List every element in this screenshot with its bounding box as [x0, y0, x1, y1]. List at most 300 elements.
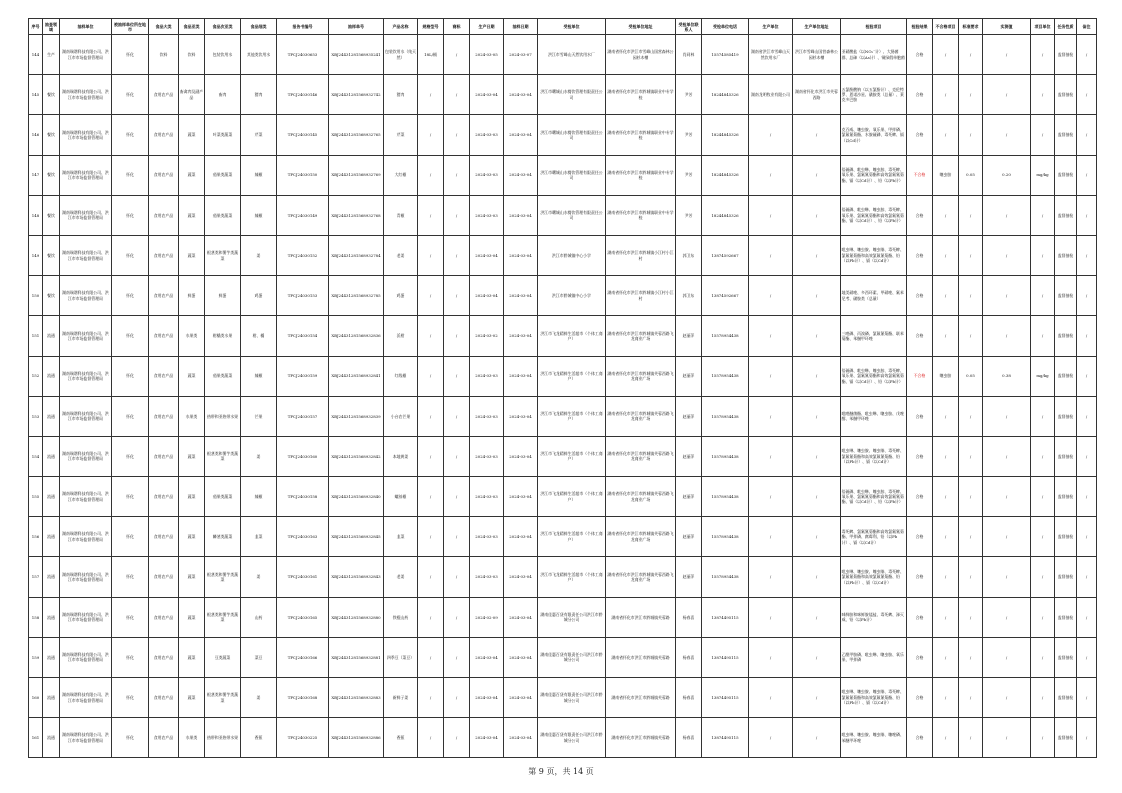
table-cell: / — [959, 678, 983, 718]
table-cell: 合格 — [907, 718, 933, 758]
table-row — [29, 316, 1097, 356]
table-cell: 食用农产品 — [149, 316, 179, 356]
table-cell: / — [418, 75, 444, 115]
table-cell: 茄果类蔬菜 — [205, 195, 241, 235]
table-cell: TPCJ24030154 — [277, 316, 329, 356]
table-cell: 姜 — [241, 235, 277, 275]
table-cell: 洪江市飞龙精鲜生活超市（个体工商户） — [538, 477, 606, 517]
table-cell: / — [983, 35, 1031, 75]
column-header: 检验项目 — [841, 19, 907, 35]
table-cell: 0.05 — [959, 155, 983, 195]
table-cell: / — [1077, 75, 1097, 115]
table-cell: / — [1077, 718, 1097, 758]
table-cell: / — [444, 235, 470, 275]
table-cell: 湖南省怀化市洪江市黔城镇芙蓉西路飞龙商业广场 — [606, 356, 676, 396]
table-cell: 流通 — [43, 678, 60, 718]
table-cell: 2024-03-04 — [504, 436, 538, 476]
table-cell: / — [1077, 477, 1097, 517]
table-cell: 食用农产品 — [149, 557, 179, 597]
table-cell: 水果类 — [179, 396, 205, 436]
table-cell: 怀化 — [112, 678, 149, 718]
table-cell: 监督抽检 — [1055, 557, 1077, 597]
table-cell: 流通 — [43, 718, 60, 758]
table-cell: / — [1077, 35, 1097, 75]
table-cell: 湖南瑞谱科技有限公司、洪江市市场监督管理局 — [60, 718, 112, 758]
table-row — [29, 235, 1097, 275]
table-cell: / — [749, 597, 793, 637]
column-header: 检验结果 — [907, 19, 933, 35]
table-cell: 152 — [29, 356, 43, 396]
table-row — [29, 356, 1097, 396]
table-cell: 合格 — [907, 276, 933, 316]
table-cell: 监督抽检 — [1055, 316, 1077, 356]
table-cell: / — [749, 678, 793, 718]
table-cell: 监督抽检 — [1055, 477, 1077, 517]
table-row — [29, 477, 1097, 517]
table-cell: / — [959, 436, 983, 476]
table-cell: 2024-03-04 — [504, 477, 538, 517]
table-cell: 湖南省怀化市洪江市黔城镇职业中专学校 — [606, 75, 676, 115]
table-cell: / — [933, 718, 959, 758]
table-cell: 2024-03-04 — [504, 195, 538, 235]
table-cell: / — [418, 396, 444, 436]
table-cell: 铁棍山药 — [384, 597, 418, 637]
table-cell: TPCJ24030159 — [277, 356, 329, 396]
table-cell: / — [983, 477, 1031, 517]
table-row — [29, 155, 1097, 195]
table-cell: 湖南省洪江市雪峰山天然饮用水厂 — [749, 35, 793, 75]
table-cell: mg/kg — [1031, 155, 1055, 195]
table-cell: / — [1077, 356, 1097, 396]
table-cell: / — [749, 235, 793, 275]
table-cell: 食用农产品 — [149, 235, 179, 275]
table-cell: / — [793, 718, 841, 758]
column-header: 抽查领域 — [43, 19, 60, 35]
table-cell: / — [933, 678, 959, 718]
table-cell: / — [933, 316, 959, 356]
table-cell: / — [793, 436, 841, 476]
table-cell: 赵丽萍 — [676, 356, 702, 396]
table-cell: 韭菜 — [384, 517, 418, 557]
table-cell: 2024-03-03 — [470, 115, 504, 155]
table-cell: 2024-03-03 — [470, 517, 504, 557]
table-cell: 鲜蛋 — [205, 276, 241, 316]
table-cell: 怀化 — [112, 477, 149, 517]
column-header: 产品名称 — [384, 19, 418, 35]
table-cell: 18244845326 — [702, 115, 749, 155]
table-cell: 2024-03-04 — [504, 396, 538, 436]
table-cell: / — [444, 678, 470, 718]
table-cell: / — [1077, 316, 1097, 356]
table-cell: 合格 — [907, 316, 933, 356]
table-cell: 2024-03-03 — [470, 195, 504, 235]
table-cell: 杨春喜 — [676, 637, 702, 677]
table-cell: / — [793, 316, 841, 356]
table-cell: 湖南瑞谱科技有限公司、洪江市市场监督管理局 — [60, 637, 112, 677]
table-cell: 2024-03-04 — [504, 115, 538, 155]
table-cell: / — [983, 316, 1031, 356]
table-cell: 猪肉 — [384, 75, 418, 115]
table-cell: 蔬菜 — [179, 637, 205, 677]
table-cell: 蔬菜 — [179, 235, 205, 275]
table-cell: / — [959, 276, 983, 316]
table-cell: 流通 — [43, 637, 60, 677]
table-cell: / — [793, 235, 841, 275]
table-cell: 2024-03-04 — [504, 235, 538, 275]
table-cell: 怀化 — [112, 35, 149, 75]
table-cell: TPCJ24030146 — [277, 75, 329, 115]
table-row — [29, 718, 1097, 758]
table-cell: TPCJ24030145 — [277, 115, 329, 155]
table-cell: / — [444, 195, 470, 235]
table-cell: 0.38 — [983, 356, 1031, 396]
table-cell: 畜禽肉及副产品 — [179, 75, 205, 115]
table-cell: 赵丽萍 — [676, 477, 702, 517]
table-cell: / — [1077, 557, 1097, 597]
table-cell: 鲜蛋 — [179, 276, 205, 316]
table-cell: 流通 — [43, 517, 60, 557]
column-header: 生产日期 — [470, 19, 504, 35]
table-cell: 食用农产品 — [149, 517, 179, 557]
table-cell: 食用农产品 — [149, 597, 179, 637]
table-row — [29, 35, 1097, 75]
table-cell: 包装饮用水 — [205, 35, 241, 75]
table-cell: / — [959, 115, 983, 155]
table-cell: 流通 — [43, 356, 60, 396]
table-cell: 合格 — [907, 597, 933, 637]
table-cell: 食用农产品 — [149, 637, 179, 677]
table-cell: / — [959, 235, 983, 275]
table-cell: / — [793, 195, 841, 235]
table-cell: / — [1077, 195, 1097, 235]
table-header-row — [29, 19, 1097, 35]
column-header: 不合格项目 — [933, 19, 959, 35]
table-cell: 毒死蜱、氯氟氰菊酯和高效氯氟氰菊酯、甲拌磷、腐霉利、铅（以Pb计）、镉（以Cd计） — [841, 517, 907, 557]
table-cell: XBJ24431281568932769 — [329, 155, 384, 195]
table-cell: / — [418, 557, 444, 597]
table-cell: 芒果 — [241, 396, 277, 436]
table-cell: 郭卫东 — [676, 235, 702, 275]
table-cell: 147 — [29, 155, 43, 195]
table-cell: / — [418, 276, 444, 316]
table-cell: 生产 — [43, 35, 60, 75]
table-cell: 监督抽检 — [1055, 718, 1077, 758]
column-header: 报告书编号 — [277, 19, 329, 35]
table-cell: 监督抽检 — [1055, 155, 1077, 195]
table-cell: 怀化 — [112, 195, 149, 235]
table-cell: / — [418, 718, 444, 758]
table-cell: / — [444, 35, 470, 75]
table-cell: 合格 — [907, 75, 933, 115]
table-cell: / — [983, 718, 1031, 758]
table-cell: 15574585419 — [702, 35, 749, 75]
table-cell: 倍硫磷、吡虫啉、噻虫胺、毒死蜱、氧乐果、氯氟氰菊酯和高效氯氟氰菊酯、镉（以Cd计）、铅（以Pb计） — [841, 155, 907, 195]
table-cell: 洪江市黔城镇中心小学 — [538, 235, 606, 275]
table-cell: / — [933, 75, 959, 115]
table-row — [29, 75, 1097, 115]
table-cell: 13874495115 — [702, 718, 749, 758]
table-cell: 洪江市飞龙精鲜生活超市（个体工商户） — [538, 517, 606, 557]
table-cell: / — [959, 718, 983, 758]
table-cell: 18244845326 — [702, 195, 749, 235]
table-cell: XBJ24431281568932842 — [329, 436, 384, 476]
table-cell: 老姜 — [384, 235, 418, 275]
table-cell: 畜肉 — [205, 75, 241, 115]
table-cell: 猪肉 — [241, 75, 277, 115]
table-cell: TPCJ24030165 — [277, 597, 329, 637]
table-cell: 160 — [29, 678, 43, 718]
table-cell: 茄果类蔬菜 — [205, 477, 241, 517]
table-cell: / — [749, 396, 793, 436]
table-cell: / — [933, 517, 959, 557]
table-cell: XBJ24431281568932843 — [329, 557, 384, 597]
table-cell: 15578954438 — [702, 557, 749, 597]
table-cell: 郭卫东 — [676, 276, 702, 316]
table-cell: 湖南省怀化市洪江市黔城镇芙蓉路 — [606, 597, 676, 637]
table-cell: / — [444, 436, 470, 476]
table-cell: 柑橘类水果 — [205, 316, 241, 356]
table-cell: 菜豆 — [241, 637, 277, 677]
table-cell: 怀化 — [112, 396, 149, 436]
table-cell: 合格 — [907, 517, 933, 557]
table-cell: 洪江市曙城山水餐饮管理有限责任公司 — [538, 75, 606, 115]
table-cell: / — [1031, 637, 1055, 677]
table-cell: / — [793, 678, 841, 718]
table-cell: 怀化 — [112, 557, 149, 597]
table-cell: 赵丽萍 — [676, 517, 702, 557]
table-cell: 监督抽检 — [1055, 637, 1077, 677]
table-cell: XBJ24431281568932840 — [329, 477, 384, 517]
column-header: 受检单位电话 — [702, 19, 749, 35]
table-cell: 146 — [29, 115, 43, 155]
table-cell: 鸡蛋 — [241, 276, 277, 316]
table-cell: TPCJ24030163 — [277, 517, 329, 557]
table-cell: 香蕉 — [241, 718, 277, 758]
table-cell: 食用农产品 — [149, 155, 179, 195]
table-cell: / — [749, 637, 793, 677]
table-cell: 蔬菜 — [179, 195, 205, 235]
table-cell: 湖南省怀化市洪江市黔城镇芙蓉西路飞龙商业广场 — [606, 316, 676, 356]
table-cell: / — [444, 597, 470, 637]
table-cell: / — [793, 557, 841, 597]
table-row — [29, 597, 1097, 637]
table-cell: 赵丽萍 — [676, 557, 702, 597]
table-cell: / — [983, 436, 1031, 476]
table-cell: / — [418, 678, 444, 718]
table-cell: 香蕉 — [384, 718, 418, 758]
table-cell: TPCJ24030149 — [277, 195, 329, 235]
table-cell: / — [444, 316, 470, 356]
table-cell: 湖南瑞谱科技有限公司、洪江市市场监督管理局 — [60, 316, 112, 356]
table-cell: / — [444, 637, 470, 677]
table-cell: 食用农产品 — [149, 75, 179, 115]
table-cell: / — [444, 477, 470, 517]
table-cell: / — [1031, 477, 1055, 517]
table-cell: / — [933, 557, 959, 597]
table-cell: 热带和亚热带水果 — [205, 718, 241, 758]
table-cell: 餐饮 — [43, 75, 60, 115]
table-cell: 洪江市曙城山水餐饮管理有限责任公司 — [538, 115, 606, 155]
table-cell: 湖南佳惠百货有限责任公司洪江市黔城分公司 — [538, 718, 606, 758]
table-cell: / — [1077, 597, 1097, 637]
table-cell: 杨春喜 — [676, 597, 702, 637]
table-cell: / — [1031, 75, 1055, 115]
table-cell: TPCJ24030152 — [277, 235, 329, 275]
table-cell: TPCJ24030168 — [277, 678, 329, 718]
table-cell: 赵丽萍 — [676, 316, 702, 356]
table-cell: 怀化 — [112, 115, 149, 155]
table-cell: 蔬菜 — [179, 517, 205, 557]
table-cell: 根茎类和薯芋类蔬菜 — [205, 235, 241, 275]
table-cell: 2024-03-04 — [504, 637, 538, 677]
table-cell: 根茎类和薯芋类蔬菜 — [205, 678, 241, 718]
table-cell: 18244845326 — [702, 75, 749, 115]
table-cell: 湖南瑞谱科技有限公司、洪江市市场监督管理局 — [60, 477, 112, 517]
column-header: 食品次亚类 — [205, 19, 241, 35]
table-cell: 韭菜 — [241, 517, 277, 557]
table-cell: TPCJ24030225 — [277, 718, 329, 758]
table-row — [29, 115, 1097, 155]
table-cell: 144 — [29, 35, 43, 75]
table-cell: 根茎类和薯芋类蔬菜 — [205, 597, 241, 637]
table-cell: 洪江市曙城山水餐饮管理有限责任公司 — [538, 155, 606, 195]
table-row — [29, 396, 1097, 436]
table-cell: 赵丽萍 — [676, 396, 702, 436]
table-cell: / — [983, 637, 1031, 677]
table-cell: 噻虫胺 — [933, 155, 959, 195]
table-cell: / — [983, 75, 1031, 115]
table-cell: 小台农芒果 — [384, 396, 418, 436]
table-cell: TPCJ24030158 — [277, 477, 329, 517]
table-cell: XBJ24431281568932881 — [329, 637, 384, 677]
table-cell: 湖南省怀化市洪江市黔城镇职业中专学校 — [606, 155, 676, 195]
table-cell: 流通 — [43, 396, 60, 436]
table-cell: / — [418, 356, 444, 396]
table-cell: TPCJ24030160 — [277, 436, 329, 476]
table-cell: 2024-03-04 — [470, 637, 504, 677]
column-header: 项目单位 — [1031, 19, 1055, 35]
table-cell: / — [959, 637, 983, 677]
table-cell: / — [793, 477, 841, 517]
table-cell: 湖南佳惠百货有限责任公司洪江市黔城分公司 — [538, 597, 606, 637]
table-cell: / — [983, 678, 1031, 718]
table-cell: 2024-03-04 — [470, 678, 504, 718]
column-header: 标准要求 — [959, 19, 983, 35]
table-cell: 尹芳 — [676, 195, 702, 235]
table-cell: / — [1031, 597, 1055, 637]
table-cell: TPCJ24030161 — [277, 557, 329, 597]
table-cell: XBJ24431281568935241 — [329, 35, 384, 75]
table-cell: XBJ24431281568932768 — [329, 195, 384, 235]
table-cell: 156 — [29, 517, 43, 557]
table-cell: / — [933, 115, 959, 155]
table-cell: 合格 — [907, 396, 933, 436]
column-header: 受检单位联系人 — [676, 19, 702, 35]
table-cell: 食用农产品 — [149, 396, 179, 436]
table-cell: / — [1031, 235, 1055, 275]
table-cell: / — [1031, 557, 1055, 597]
table-cell: 2024-03-04 — [504, 155, 538, 195]
table-cell: / — [959, 75, 983, 115]
table-cell: 合格 — [907, 436, 933, 476]
table-cell: 肖同林 — [676, 35, 702, 75]
table-cell: 洪江市黔城镇中心小学 — [538, 276, 606, 316]
table-cell: / — [444, 356, 470, 396]
table-cell: 吡唑醚菌酯、吡虫啉、噻虫胺、戊唑醇、苯醚甲环唑 — [841, 396, 907, 436]
table-row — [29, 276, 1097, 316]
table-cell: 2024-03-03 — [470, 356, 504, 396]
table-cell: 不合格 — [907, 155, 933, 195]
table-cell: 合格 — [907, 235, 933, 275]
table-cell: 洪江市雪峰山国营森林公园杉木槽 — [793, 35, 841, 75]
table-cell: / — [749, 195, 793, 235]
table-cell: mg/kg — [1031, 356, 1055, 396]
table-cell: 13874592667 — [702, 235, 749, 275]
table-cell: / — [959, 477, 983, 517]
table-cell: / — [418, 637, 444, 677]
table-cell: 湖南省怀化市洪江市黔城镇小江村小江村 — [606, 276, 676, 316]
table-cell: / — [959, 396, 983, 436]
table-cell: / — [793, 637, 841, 677]
column-header: 实测值 — [983, 19, 1031, 35]
table-cell: 洪江市雪峰山天然饮用水厂 — [538, 35, 606, 75]
table-cell: / — [418, 517, 444, 557]
table-cell: 13874495115 — [702, 678, 749, 718]
table-cell: / — [749, 155, 793, 195]
table-cell: 2024-03-04 — [504, 597, 538, 637]
table-cell: 蔬菜 — [179, 557, 205, 597]
table-cell: 监督抽检 — [1055, 195, 1077, 235]
table-cell: 监督抽检 — [1055, 356, 1077, 396]
table-cell: 鳞茎类蔬菜 — [205, 517, 241, 557]
table-cell: 湖南瑞谱科技有限公司、洪江市市场监督管理局 — [60, 517, 112, 557]
table-cell: 监督抽检 — [1055, 517, 1077, 557]
column-header: 食品亚类 — [179, 19, 205, 35]
table-cell: / — [959, 195, 983, 235]
table-cell: 0.20 — [983, 155, 1031, 195]
table-cell: 流通 — [43, 557, 60, 597]
column-header: 食品大类 — [149, 19, 179, 35]
table-cell: 合格 — [907, 557, 933, 597]
table-cell: 蔬菜 — [179, 356, 205, 396]
table-cell: 热带和亚热带水果 — [205, 396, 241, 436]
table-cell: XBJ24431281568932784 — [329, 235, 384, 275]
table-cell: 辣椒 — [241, 195, 277, 235]
table-cell: 五氯酚酸钠（以五氯酚计）、克伦特罗、恩诺沙星、磺胺类（总量）、莱克多巴胺 — [841, 75, 907, 115]
table-cell: 流通 — [43, 477, 60, 517]
table-cell: 湖南瑞谱科技有限公司、洪江市市场监督管理局 — [60, 235, 112, 275]
table-cell: / — [933, 235, 959, 275]
table-cell: 吡虫啉、噻虫胺、噻虫嗪、毒死蜱、氯氟氰菊酯和高效氯氟氰菊酯、铅（以Pb计）、镉（以Cd计） — [841, 678, 907, 718]
column-header: 生产单位地址 — [793, 19, 841, 35]
table-cell: 161 — [29, 718, 43, 758]
table-cell: 赵丽萍 — [676, 436, 702, 476]
table-cell: 150 — [29, 276, 43, 316]
table-cell: 148 — [29, 195, 43, 235]
table-cell: 倍硫磷、吡虫啉、噻虫胺、毒死蜱、氧乐果、氯氟氰菊酯和高效氯氟氰菊酯、镉（以Cd计）、铅（以Pb计） — [841, 356, 907, 396]
table-cell: 噻虫胺 — [933, 356, 959, 396]
table-cell: / — [933, 477, 959, 517]
table-cell: / — [959, 517, 983, 557]
table-cell: 2024-03-04 — [470, 276, 504, 316]
table-cell: 四季豆（菜豆） — [384, 637, 418, 677]
table-cell: 154 — [29, 436, 43, 476]
table-cell: 食用农产品 — [149, 115, 179, 155]
table-cell: 叶菜类蔬菜 — [205, 115, 241, 155]
table-cell: 饮料 — [149, 35, 179, 75]
table-cell: 0.05 — [959, 356, 983, 396]
table-cell: / — [933, 35, 959, 75]
